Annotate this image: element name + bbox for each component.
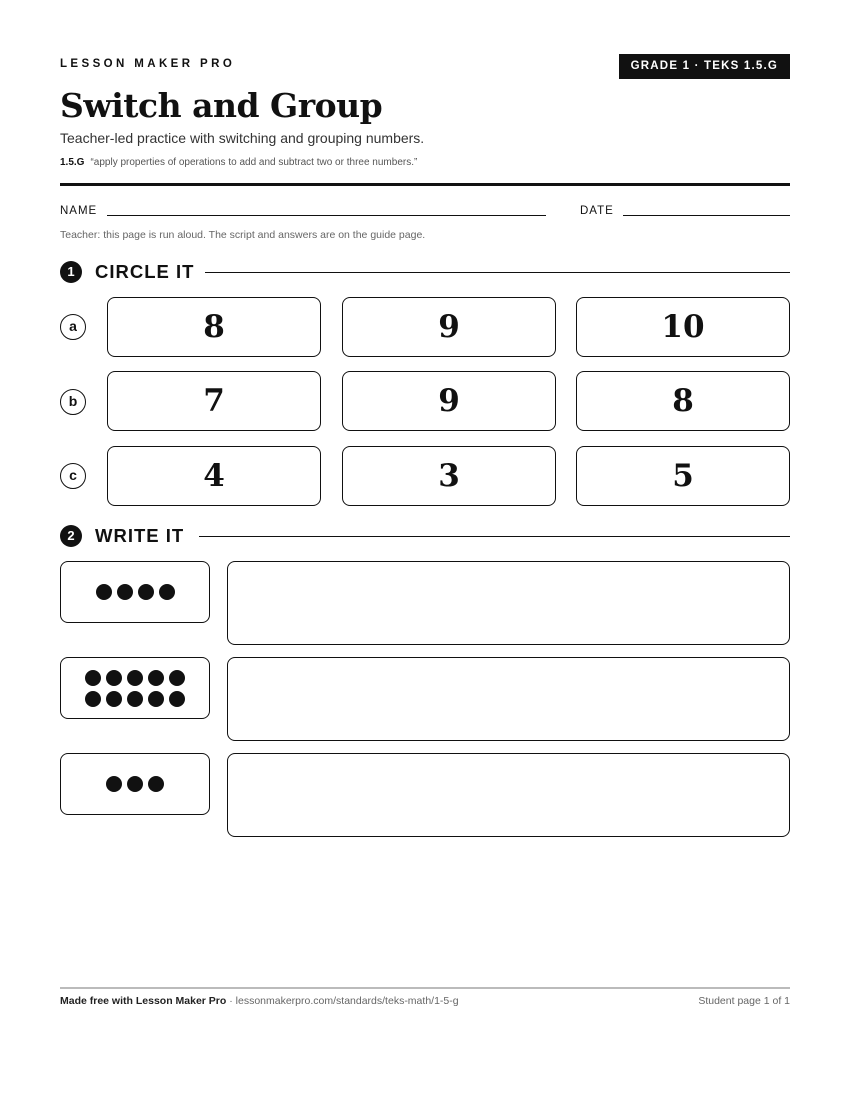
number-choice-box[interactable]: 8: [576, 371, 790, 431]
counting-dot: [106, 691, 122, 707]
counting-dot: [106, 776, 122, 792]
footer-url[interactable]: lessonmakerpro.com/standards/teks-math/1-5-g: [235, 995, 459, 1007]
section-number-badge: 2: [60, 525, 82, 547]
section-divider: [205, 272, 790, 273]
counting-dot: [127, 670, 143, 686]
header-divider: [60, 183, 790, 186]
counting-dot: [138, 584, 154, 600]
dot-card: [60, 561, 210, 623]
date-field-line[interactable]: [623, 215, 790, 216]
section-divider: [199, 536, 790, 537]
number-choice-box[interactable]: 9: [342, 297, 556, 357]
footer-credit: [60, 995, 459, 1007]
number-choice-box[interactable]: 7: [107, 371, 321, 431]
page-title: Switch and Group: [60, 86, 383, 125]
row-label-c: c: [60, 463, 86, 489]
counting-dot: [159, 584, 175, 600]
name-field-line[interactable]: [107, 215, 546, 216]
standard-line: [60, 157, 417, 168]
section-number-badge: 1: [60, 261, 82, 283]
footer-made-with: Made free with Lesson Maker Pro: [60, 995, 227, 1007]
counting-dot: [85, 691, 101, 707]
dot-card: [60, 753, 210, 815]
counting-dot: [127, 776, 143, 792]
number-choice-box[interactable]: 8: [107, 297, 321, 357]
grade-badge: GRADE 1 · TEKS 1.5.G: [619, 54, 790, 79]
counting-dot: [148, 670, 164, 686]
number-choice-box[interactable]: 5: [576, 446, 790, 506]
date-label: DATE: [580, 205, 614, 217]
name-label: NAME: [60, 205, 98, 217]
number-choice-box[interactable]: 3: [342, 446, 556, 506]
counting-dot: [85, 670, 101, 686]
footer-separator: ·: [226, 995, 236, 1007]
section-title-write-it: WRITE IT: [95, 525, 185, 546]
footer-page-label: Student page 1 of 1: [698, 995, 790, 1007]
counting-dot: [148, 691, 164, 707]
counting-dot: [169, 670, 185, 686]
section-title-circle-it: CIRCLE IT: [95, 261, 195, 282]
counting-dot: [96, 584, 112, 600]
standard-text: “apply properties of operations to add and subtract two or three numbers.”: [90, 157, 418, 168]
footer-divider: [60, 987, 790, 989]
counting-dot: [148, 776, 164, 792]
counting-dot: [106, 670, 122, 686]
number-choice-box[interactable]: 9: [342, 371, 556, 431]
row-label-b: b: [60, 389, 86, 415]
number-choice-box[interactable]: 10: [576, 297, 790, 357]
counting-dot: [169, 691, 185, 707]
brand-name: LESSON MAKER PRO: [60, 58, 236, 70]
counting-dot: [117, 584, 133, 600]
teacher-note: Teacher: this page is run aloud. The script and answers are on the guide page.: [60, 229, 426, 241]
number-choice-box[interactable]: 4: [107, 446, 321, 506]
counting-dot: [127, 691, 143, 707]
answer-write-box[interactable]: [227, 753, 790, 837]
dot-card: [60, 657, 210, 719]
answer-write-box[interactable]: [227, 657, 790, 741]
row-label-a: a: [60, 314, 86, 340]
page-subtitle: Teacher-led practice with switching and grouping numbers.: [60, 130, 425, 146]
answer-write-box[interactable]: [227, 561, 790, 645]
standard-code: 1.5.G: [60, 157, 85, 168]
